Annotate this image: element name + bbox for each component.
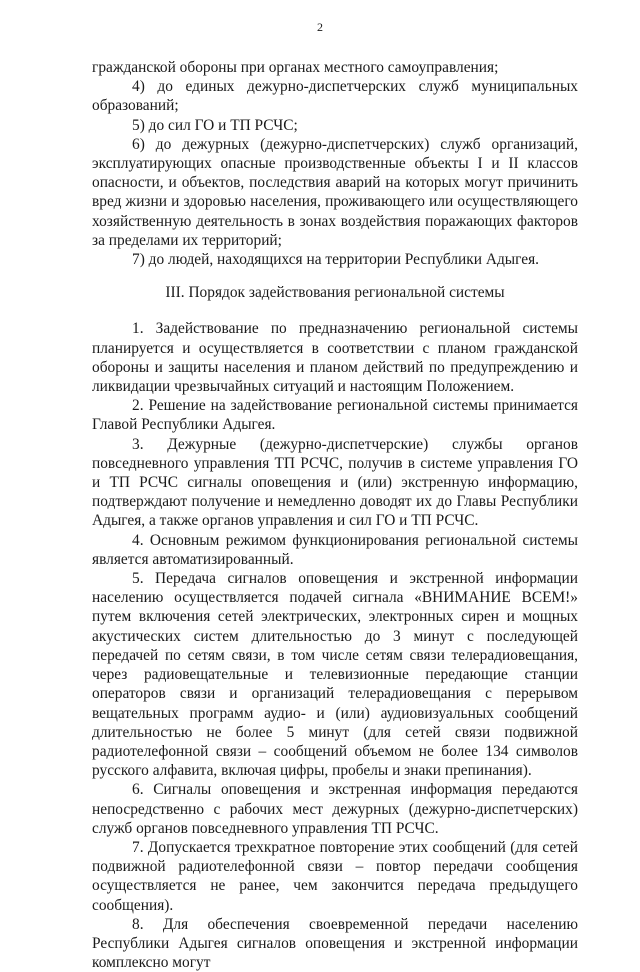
list-item-7: 7) до людей, находящихся на территории Республики Адыгея. [132, 251, 540, 269]
list-item-6: 6) до дежурных (дежурно-диспетчерских) служб организаций, эксплуатирующих опасные производственные объекты I и II классов опасности, и объектов, последствия аварий на которых могут причинить вред жизни и здоровью населения, проживающего или осуществляющего хозяйственную деятельность в зонах воздействия поражающих факторов за пределами их территорий; [92, 135, 578, 249]
page-number: 2 [317, 20, 323, 34]
section-heading: III. Порядок задействования региональной системы [165, 284, 505, 302]
paragraph-4: 4. Основным режимом функционирования региональной системы является автоматизированный. [92, 531, 578, 568]
paragraph-2: 2. Решение на задействование региональной системы принимается Главой Республики Адыгея. [92, 397, 578, 434]
paragraph-7: 7. Допускается трехкратное повторение этих сообщений (для сетей подвижной радиотелефонной связи – повтор передачи сообщения осуществляется не ранее, чем закончится передача предыдущего сообщения). [92, 838, 578, 914]
document-body [92, 58, 578, 972]
paragraph-6: 6. Сигналы оповещения и экстренная информация передаются непосредственно с рабочих мест дежурных (дежурно-диспетчерских) служб органов повседневного управления ТП РСЧС. [92, 781, 578, 837]
list-item-5: 5) до сил ГО и ТП РСЧС; [132, 116, 298, 134]
list-item-continuation: гражданской обороны при органах местного самоуправления; [92, 59, 499, 76]
list-item-4: 4) до единых дежурно-диспетчерских служб муниципальных образований; [92, 78, 578, 115]
paragraph-5: 5. Передача сигналов оповещения и экстренной информации населению осуществляется подачей сигнала «ВНИМАНИЕ ВСЕМ!» путем включения сетей электрических, электронных сирен и мощных акустических систем длительностью до 3 минут с последующей передачей по сетям связи, в том числе сетям связи телерадиовещания, через радиовещательные и телевизионные передающие станции операторов связи и организаций телерадиовещания с перерывом вещательных программ аудио- и (или) аудиовизуальных сообщений длительностью не более 5 минут (для сетей связи подвижной радиотелефонной связи – сообщений объемом не более 134 символов русского алфавита, включая цифры, пробелы и знаки препинания). [92, 570, 578, 780]
paragraph-3: 3. Дежурные (дежурно-диспетчерские) службы органов повседневного управления ТП РСЧС, получив в системе управления ГО и ТП РСЧС сигналы оповещения и (или) экстренную информацию, подтверждают получение и немедленно доводят их до Главы Республики Адыгея, а также органов управления и сил ГО и ТП РСЧС. [92, 435, 578, 530]
paragraph-1: 1. Задействование по предназначению региональной системы планируется и осуществляется в соответствии с планом гражданской обороны и защиты населения и планом действий по предупреждению и ликвидации чрезвычайных ситуаций и настоящим Положением. [92, 320, 578, 396]
paragraph-8: 8. Для обеспечения своевременной передачи населению Республики Адыгея сигналов оповещения и экстренной информации комплексно могут [92, 915, 578, 972]
